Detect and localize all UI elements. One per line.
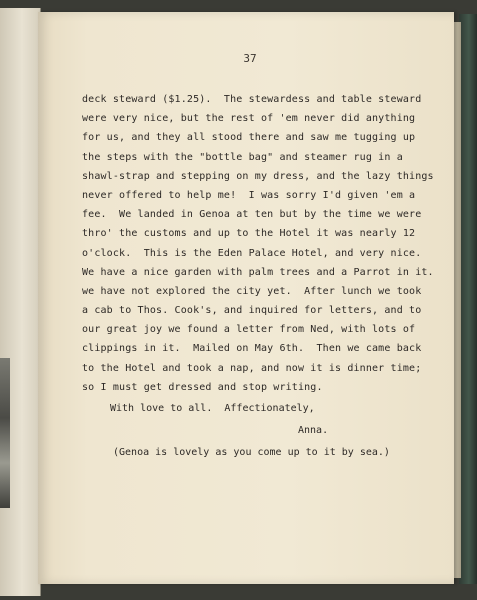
text-line: so I must get dressed and stop writing.	[82, 381, 323, 393]
postscript-note: (Genoa is lovely as you come up to it by sea.)	[113, 447, 390, 458]
photo-fragment	[0, 358, 10, 508]
letter-closing: With love to all. Affectionately,	[110, 403, 315, 414]
text-line: we have not explored the city yet. After lunch we took	[82, 285, 422, 297]
letter-body	[82, 90, 442, 397]
text-line: were very nice, but the rest of 'em never did anything	[82, 113, 416, 125]
text-line: o'clock. This is the Eden Palace Hotel, and very nice.	[82, 247, 422, 259]
text-line: clippings in it. Mailed on May 6th. Then we came back	[82, 343, 422, 355]
text-line: fee. We landed in Genoa at ten but by the time we were	[82, 209, 422, 221]
text-line: deck steward ($1.25). The stewardess and table steward	[82, 94, 422, 105]
text-line: for us, and they all stood there and saw me tugging up	[82, 132, 416, 144]
text-line: the steps with the "bottle bag" and steamer rug in a	[82, 151, 403, 163]
text-line: never offered to help me! I was sorry I'd given 'em a	[82, 189, 416, 201]
signature: Anna.	[298, 425, 329, 436]
text-line: We have a nice garden with palm trees and a Parrot in it.	[82, 266, 434, 278]
text-line: a cab to Thos. Cook's, and inquired for letters, and to	[82, 305, 422, 317]
page-number: 37	[243, 52, 257, 65]
text-line: shawl-strap and stepping on my dress, and the lazy things	[82, 170, 434, 182]
text-line: thro' the customs and up to the Hotel it was nearly 12	[82, 228, 416, 240]
text-line: to the Hotel and took a nap, and now it is dinner time;	[82, 362, 422, 374]
book-cover	[459, 14, 477, 584]
text-line: our great joy we found a letter from Ned, with lots of	[82, 324, 416, 336]
document-page	[38, 12, 454, 584]
